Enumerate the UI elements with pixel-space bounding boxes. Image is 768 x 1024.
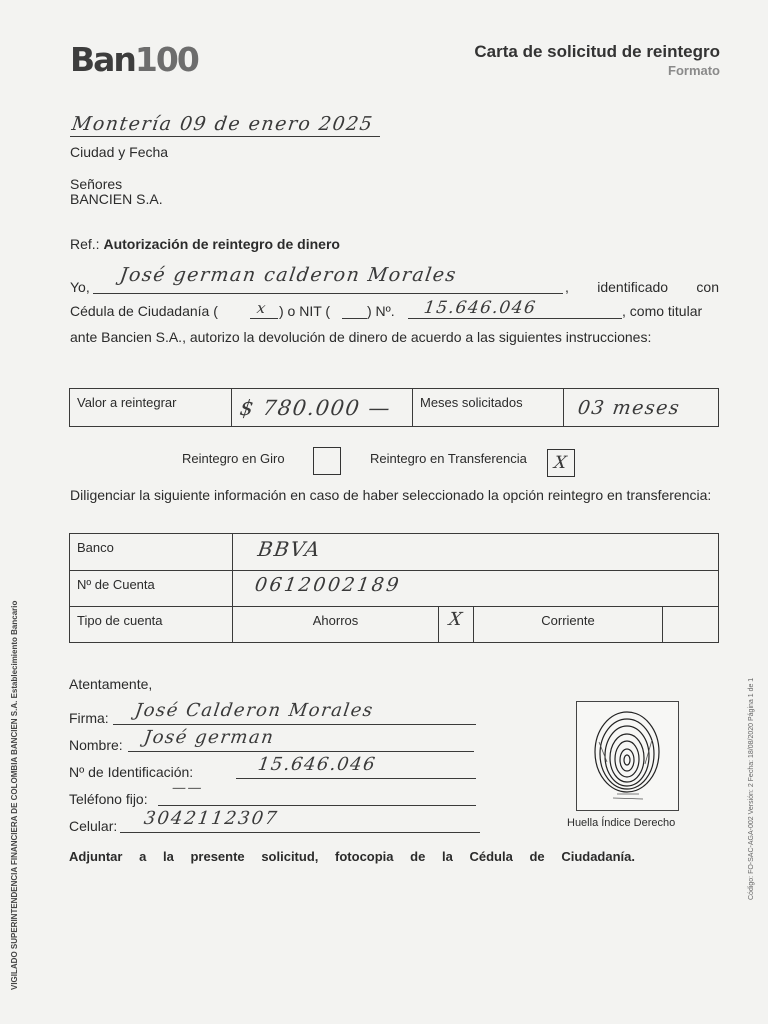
bank-table — [69, 533, 719, 643]
addressee-line1: Señores — [70, 176, 123, 192]
attachment-note: Adjuntar a la presente solicitud, fotocopia de la Cédula de Ciudadanía. — [69, 849, 635, 864]
meses-value: 03 meses — [576, 396, 682, 419]
firma-line — [113, 724, 476, 725]
id-number-line — [408, 318, 622, 319]
corriente-label: Corriente — [474, 607, 663, 643]
place-date-label: Ciudad y Fecha — [70, 144, 169, 160]
applicant-name-line — [93, 293, 563, 294]
cedula-label: Cédula de Ciudadanía ( — [70, 303, 218, 319]
cuenta-value: 0612002189 — [253, 574, 403, 596]
ahorros-label: Ahorros — [233, 607, 439, 643]
banco-value: BBVA — [256, 537, 323, 561]
telefono-label: Teléfono fijo: — [69, 791, 148, 807]
transfer-label: Reintegro en Transferencia — [370, 451, 527, 466]
celular-label: Celular: — [69, 818, 118, 834]
fingerprint-caption: Huella Índice Derecho — [567, 817, 676, 829]
reference-subject: Autorización de reintegro de dinero — [103, 236, 340, 252]
tipo-cuenta-label: Tipo de cuenta — [70, 607, 233, 643]
transfer-mark: X — [552, 453, 570, 473]
cedula-mark-line — [250, 318, 278, 319]
meses-label: Meses solicitados — [413, 389, 564, 427]
side-vigilado-text: VIGILADO SUPERINTENDENCIA FINANCIERA DE COLOMBIA BANCIEN S.A. Establecimiento Bancario — [10, 600, 19, 990]
cedula-mark: x — [255, 299, 269, 317]
nit-label: ) o NIT ( — [279, 303, 331, 319]
valor-label: Valor a reintegrar — [70, 389, 232, 427]
titular-text: , como titular — [622, 303, 703, 319]
firma-value: José Calderon Morales — [133, 700, 376, 721]
banco-label: Banco — [70, 534, 233, 571]
transfer-instructions: Diligenciar la siguiente información en caso de haber seleccionado la opción reintegro en transferencia: — [70, 487, 712, 503]
yo-label: Yo, — [70, 279, 90, 295]
logo-text: Ban — [70, 40, 135, 79]
addressee-line2: BANCIEN S.A. — [70, 191, 163, 207]
fingerprint-box — [576, 701, 679, 811]
telefono-line — [158, 805, 476, 806]
meses-cell — [564, 389, 719, 427]
place-date-line — [70, 136, 380, 137]
place-date-value: Montería 09 de enero 2025 — [70, 113, 375, 135]
ahorros-checkbox[interactable] — [439, 607, 474, 643]
celular-line — [120, 832, 480, 833]
nit-mark-line — [342, 318, 367, 319]
giro-label: Reintegro en Giro — [182, 451, 285, 466]
identificacion-label: Nº de Identificación: — [69, 764, 194, 780]
atentamente-label: Atentamente, — [69, 676, 153, 692]
reference-line — [70, 236, 340, 252]
side-code-text: Código: FO-SAC-AGA-002 Versión: 2 Fecha: 18/08/2020 Página 1 de 1 — [748, 677, 755, 900]
corriente-checkbox[interactable] — [663, 607, 719, 643]
identificado-text: , identificado con — [565, 279, 719, 295]
cuenta-label: Nº de Cuenta — [70, 571, 233, 607]
document-subtitle: Formato — [668, 63, 720, 78]
applicant-name: José german calderon Morales — [118, 264, 459, 286]
amount-table — [69, 388, 719, 427]
firma-label: Firma: — [69, 710, 109, 726]
fingerprint-icon — [577, 702, 678, 810]
transfer-checkbox[interactable] — [547, 449, 575, 477]
nombre-line — [128, 751, 474, 752]
nombre-value: José german — [142, 727, 276, 748]
valor-value: $ 780.000 — — [238, 395, 393, 420]
authorization-paragraph: ante Bancien S.A., autorizo la devolución de dinero de acuerdo a las siguientes instrucciones: — [70, 329, 652, 345]
bank-logo — [70, 40, 198, 79]
giro-checkbox[interactable] — [313, 447, 341, 475]
id-number-value: 15.646.046 — [422, 298, 538, 318]
celular-value: 3042112307 — [142, 808, 281, 829]
number-label: ) Nº. — [367, 303, 395, 319]
valor-cell — [232, 389, 413, 427]
ahorros-mark: X — [447, 609, 465, 630]
telefono-value: —— — [170, 780, 205, 796]
banco-cell — [233, 534, 719, 571]
identificacion-value: 15.646.046 — [256, 754, 378, 775]
identificacion-line — [236, 778, 476, 779]
document-title: Carta de solicitud de reintegro — [474, 42, 720, 61]
reference-prefix: Ref.: — [70, 236, 100, 252]
nombre-label: Nombre: — [69, 737, 123, 753]
logo-number: 100 — [134, 40, 198, 79]
cuenta-cell — [233, 571, 719, 607]
